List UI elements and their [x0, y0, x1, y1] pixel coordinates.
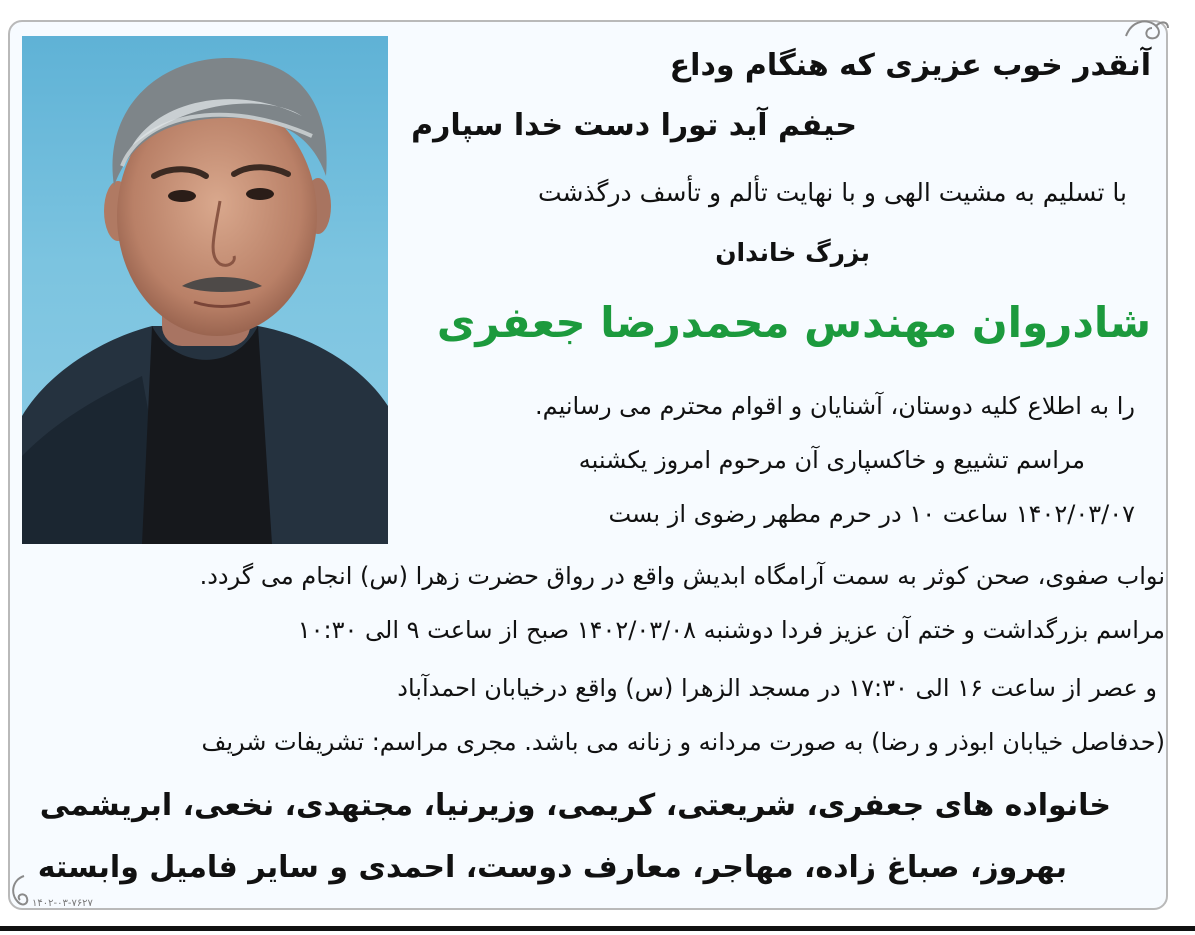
poem-line-2: حیفم آید تورا دست خدا سپارم: [411, 108, 857, 143]
floral-ornament-icon: [1122, 14, 1172, 44]
families-line-2: بهروز، صباغ زاده، مهاجر، معارف دوست، احمدی و سایر فامیل وابسته: [37, 850, 1067, 885]
floral-ornament-icon: [6, 872, 32, 912]
portrait-photo: [22, 36, 388, 544]
body-line-7: (حدفاصل خیابان ابوذر و رضا) به صورت مردانه و زنانه می باشد. مجری مراسم: تشریفات شریف: [201, 728, 1165, 756]
intro-line-2: بزرگ خاندان: [715, 238, 870, 267]
ad-code: ۱۴۰۲-۰۳-۷۶۲۷: [32, 898, 93, 909]
body-line-5: مراسم بزرگداشت و ختم آن عزیز فردا دوشنبه ۱۴۰۲/۰۳/۰۸ صبح از ساعت ۹ الی ۱۰:۳۰: [297, 616, 1165, 644]
body-line-6: و عصر از ساعت ۱۶ الی ۱۷:۳۰ در مسجد الزهرا (س) واقع درخیابان احمدآباد: [397, 674, 1157, 702]
intro-line-1: با تسلیم به مشیت الهی و با نهایت تألم و تأسف درگذشت: [537, 178, 1127, 207]
body-line-4: نواب صفوی، صحن کوثر به سمت آرامگاه ابدیش واقع در رواق حضرت زهرا (س) انجام می گردد.: [199, 562, 1165, 590]
body-line-1: را به اطلاع کلیه دوستان، آشنایان و اقوام محترم می رسانیم.: [535, 392, 1135, 420]
body-line-2: مراسم تشییع و خاکسپاری آن مرحوم امروز یکشنبه: [578, 446, 1085, 474]
body-line-3: ۱۴۰۲/۰۳/۰۷ ساعت ۱۰ در حرم مطهر رضوی از بست: [608, 500, 1135, 528]
bottom-rule: [0, 926, 1195, 931]
families-line-1: خانواده های جعفری، شریعتی، کریمی، وزیرنیا، مجتهدی، نخعی، ابریشمی: [39, 788, 1111, 823]
poem-line-1: آنقدر خوب عزیزی که هنگام وداع: [669, 48, 1151, 83]
deceased-name: شادروان مهندس محمدرضا جعفری: [436, 298, 1151, 347]
